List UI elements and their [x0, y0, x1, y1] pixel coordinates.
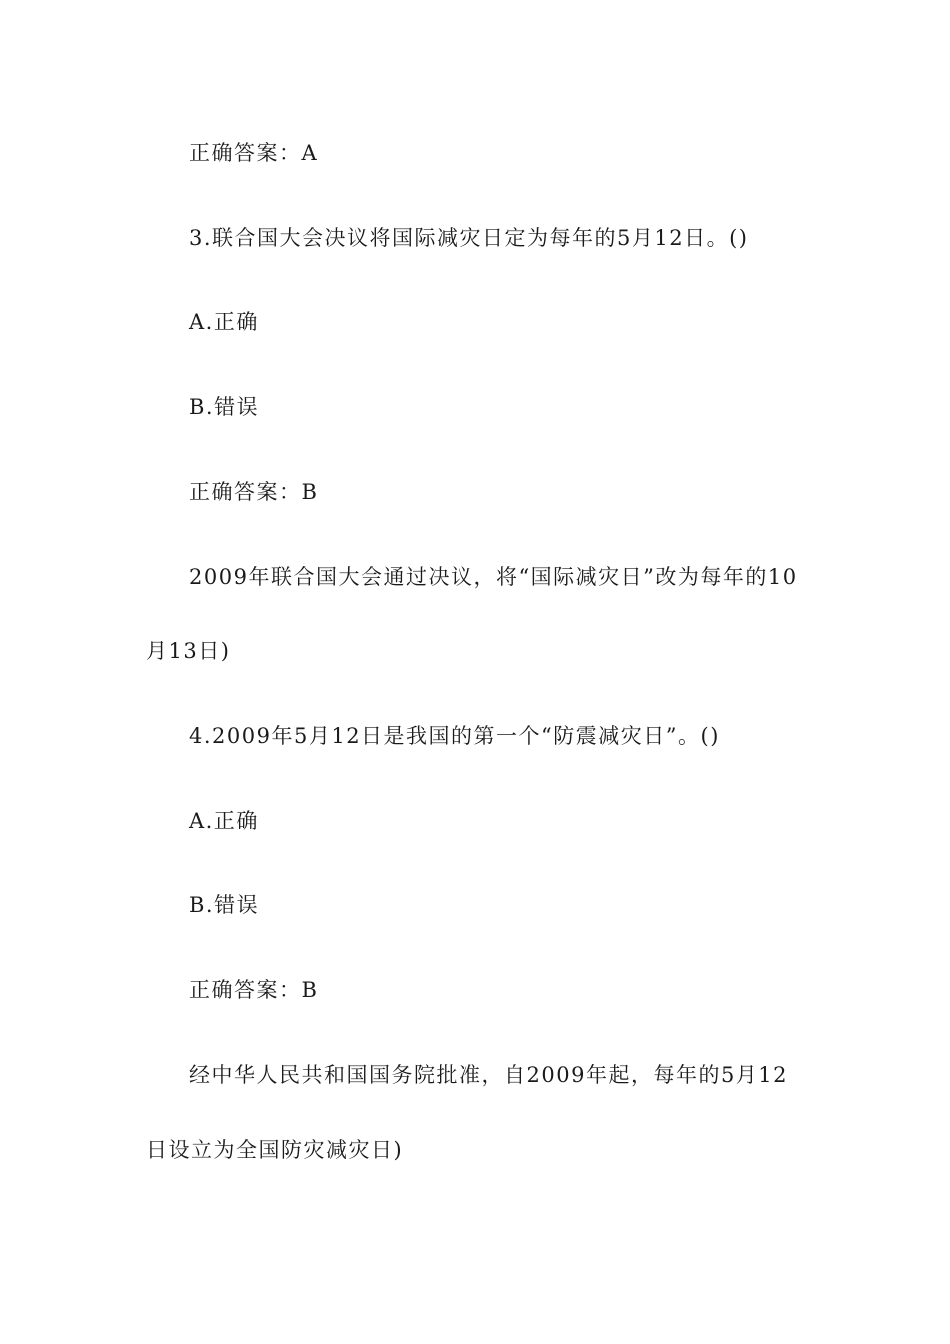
answer-line: 正确答案：A — [189, 141, 319, 165]
explanation-line: 月13日) — [146, 639, 231, 663]
explanation-line: 经中华人民共和国国务院批准，自2009年起，每年的5月12 — [189, 1063, 789, 1087]
explanation-line: 2009年联合国大会通过决议，将“国际减灾日”改为每年的10 — [189, 565, 798, 589]
option-b: B.错误 — [189, 893, 260, 917]
option-a: A.正确 — [189, 310, 259, 334]
answer-line: 正确答案：B — [189, 480, 319, 504]
question-4: 4.2009年5月12日是我国的第一个“防震减灾日”。() — [189, 724, 720, 748]
option-a: A.正确 — [189, 809, 259, 833]
question-3: 3.联合国大会决议将国际减灾日定为每年的5月12日。() — [189, 226, 749, 250]
option-b: B.错误 — [189, 395, 260, 419]
answer-line: 正确答案：B — [189, 978, 319, 1002]
explanation-line: 日设立为全国防灾减灾日) — [146, 1138, 404, 1162]
